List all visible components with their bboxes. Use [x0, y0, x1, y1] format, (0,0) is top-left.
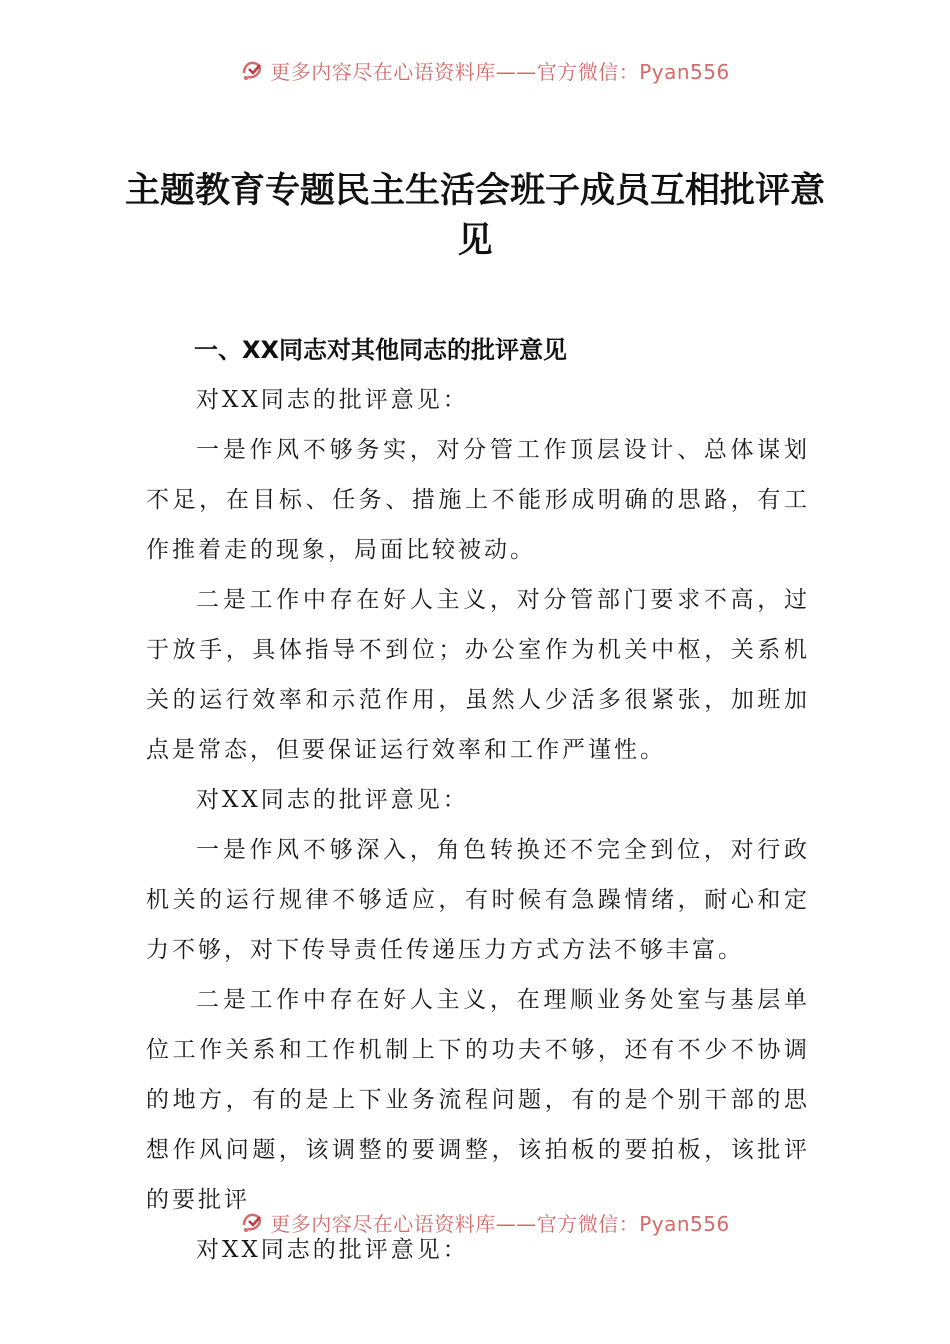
- watermark-text: 更多内容尽在心语资料库——官方微信：Pyan556: [270, 59, 730, 84]
- watermark-banner-bottom: [0, 1202, 950, 1242]
- brand-logo-icon: [240, 57, 266, 83]
- watermark-text: 更多内容尽在心语资料库——官方微信：Pyan556: [270, 1211, 730, 1236]
- paragraph: 对XX同志的批评意见：: [196, 787, 469, 813]
- paragraph: 二是工作中存在好人主义，对分管部门要求不高，过于放手，具体指导不到位；办公室作为机关中枢，关系机关的运行效率和示范作用，虽然人少活多很紧张，加班加点是常态，但要保证运行效率和工作严谨性。: [146, 587, 810, 763]
- document-body: [146, 325, 810, 1275]
- paragraph: 一是作风不够深入，角色转换还不完全到位，对行政机关的运行规律不够适应，有时候有急躁情绪，耐心和定力不够，对下传导责任传递压力方式方法不够丰富。: [146, 837, 810, 963]
- section-heading: 一、XX同志对其他同志的批评意见: [194, 336, 568, 364]
- paragraph: 一是作风不够务实，对分管工作顶层设计、总体谋划不足，在目标、任务、措施上不能形成明确的思路，有工作推着走的现象，局面比较被动。: [146, 437, 810, 563]
- brand-logo-icon: [240, 1209, 266, 1235]
- document-title: 主题教育专题民主生活会班子成员互相批评意见: [124, 171, 825, 261]
- paragraph: 对XX同志的批评意见：: [196, 1237, 469, 1263]
- paragraph: 对XX同志的批评意见：: [196, 387, 469, 413]
- paragraph: 二是工作中存在好人主义，在理顺业务处室与基层单位工作关系和工作机制上下的功夫不够，还有不少不协调的地方，有的是上下业务流程问题，有的是个别干部的思想作风问题，该调整的要调整，该拍板的要拍板，该批评的要批评: [146, 987, 810, 1213]
- watermark-banner-top: [0, 50, 950, 90]
